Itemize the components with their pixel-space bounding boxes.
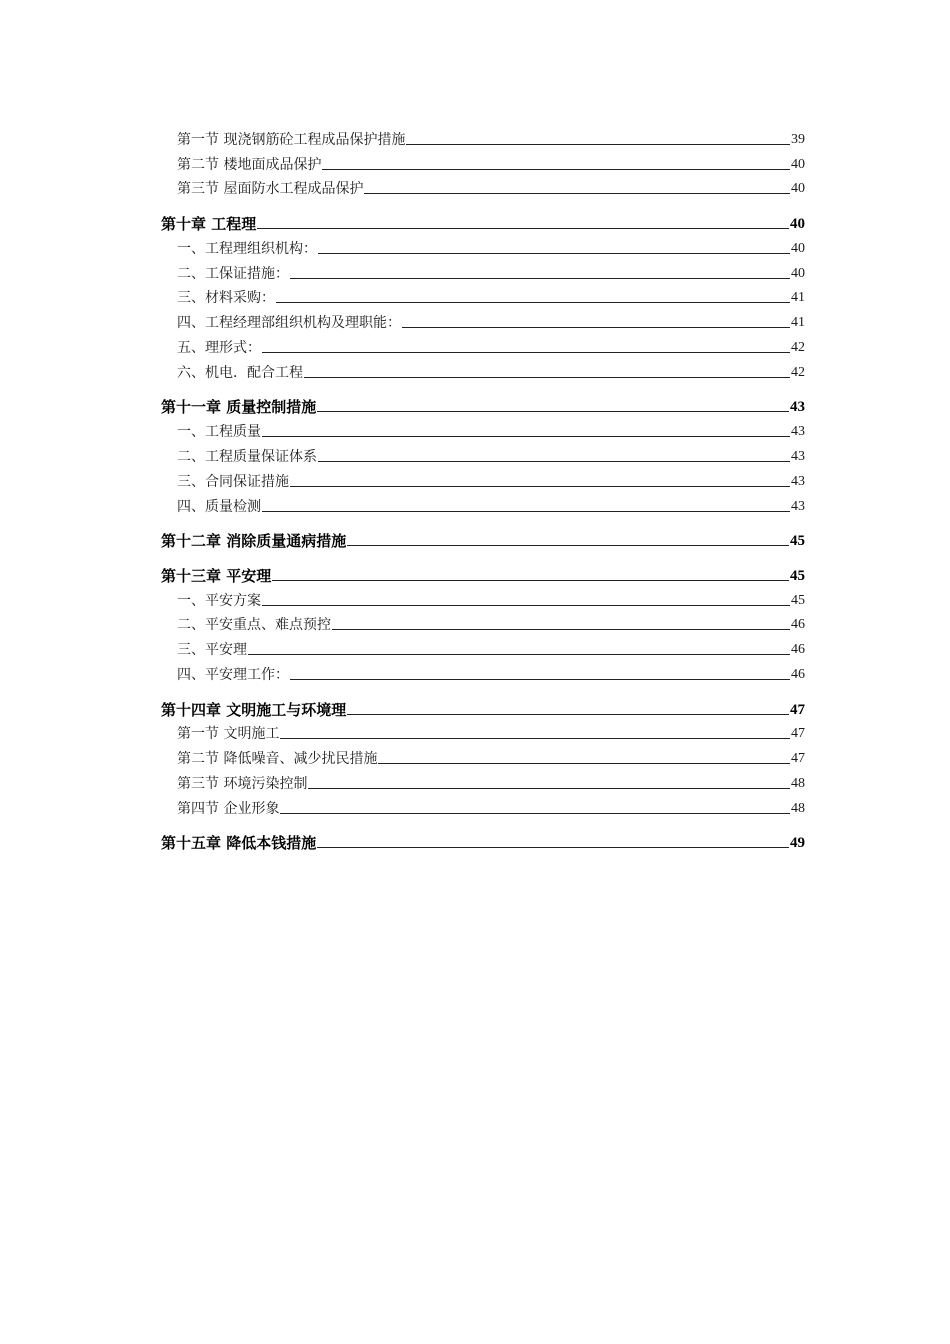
toc-page-number: 45 bbox=[790, 567, 805, 584]
toc-leader-line bbox=[280, 738, 790, 739]
toc-page-number: 43 bbox=[791, 498, 805, 514]
toc-page-number: 49 bbox=[790, 835, 805, 852]
toc-leader-line bbox=[290, 486, 790, 487]
toc-leader-line bbox=[276, 302, 790, 303]
toc-label: 第十三章 平安理 bbox=[161, 566, 272, 585]
toc-chapter-row[interactable] bbox=[161, 818, 805, 853]
toc-page-number: 40 bbox=[791, 265, 805, 281]
toc-label: 第十五章 降低本钱措施 bbox=[161, 834, 317, 853]
toc-leader-line bbox=[322, 169, 790, 170]
toc-page-number: 41 bbox=[791, 290, 805, 306]
toc-label: 一、工程理组织机构： bbox=[177, 240, 317, 257]
toc-label: 二、工程质量保证体系 bbox=[177, 448, 317, 465]
toc-label: 二、工保证措施： bbox=[177, 265, 289, 282]
toc-leader-line bbox=[280, 813, 790, 814]
toc-entry-row[interactable] bbox=[161, 585, 805, 610]
toc-page-number: 45 bbox=[791, 592, 805, 608]
toc-entry-row[interactable] bbox=[161, 768, 805, 793]
toc-page-number: 42 bbox=[791, 339, 805, 355]
toc-entry-row[interactable] bbox=[161, 124, 805, 149]
toc-page-number: 48 bbox=[791, 800, 805, 816]
toc-chapter-row[interactable] bbox=[161, 550, 805, 585]
toc-label: 第十二章 消除质量通病措施 bbox=[161, 532, 347, 551]
toc-page-number: 46 bbox=[791, 617, 805, 633]
toc-leader-line bbox=[317, 411, 789, 412]
toc-leader-line bbox=[317, 847, 789, 848]
toc-page-number: 43 bbox=[791, 424, 805, 440]
toc-label: 第十一章 质量控制措施 bbox=[161, 398, 317, 417]
toc-entry-row[interactable] bbox=[161, 174, 805, 199]
toc-chapter-row[interactable] bbox=[161, 516, 805, 551]
toc-label: 一、工程质量 bbox=[177, 424, 261, 441]
toc-label: 四、平安理工作： bbox=[177, 666, 289, 683]
toc-label: 第二节 楼地面成品保护 bbox=[177, 156, 322, 173]
toc-entry-row[interactable] bbox=[161, 441, 805, 466]
toc-label: 四、工程经理部组织机构及理职能： bbox=[177, 315, 401, 332]
toc-leader-line bbox=[318, 253, 790, 254]
toc-label: 第一节 文明施工 bbox=[177, 726, 280, 743]
toc-entry-row[interactable] bbox=[161, 466, 805, 491]
toc-leader-line bbox=[364, 193, 790, 194]
toc-leader-line bbox=[262, 511, 790, 512]
toc-entry-row[interactable] bbox=[161, 416, 805, 441]
toc-page-number: 40 bbox=[791, 181, 805, 197]
toc-page-number: 47 bbox=[790, 701, 805, 718]
toc-page-number: 48 bbox=[791, 775, 805, 791]
toc-entry-row[interactable] bbox=[161, 357, 805, 382]
toc-label: 第四节 企业形象 bbox=[177, 800, 280, 817]
toc-chapter-row[interactable] bbox=[161, 198, 805, 233]
toc-page-number: 46 bbox=[791, 666, 805, 682]
toc-label: 五、理形式： bbox=[177, 339, 261, 356]
table-of-contents bbox=[161, 124, 805, 852]
toc-label: 第三节 屋面防水工程成品保护 bbox=[177, 181, 364, 198]
toc-entry-row[interactable] bbox=[161, 793, 805, 818]
toc-page-number: 47 bbox=[791, 751, 805, 767]
toc-chapter-row[interactable] bbox=[161, 382, 805, 417]
toc-label: 第十四章 文明施工与环境理 bbox=[161, 700, 347, 719]
toc-leader-line bbox=[262, 605, 790, 606]
toc-entry-row[interactable] bbox=[161, 307, 805, 332]
toc-page-number: 42 bbox=[791, 364, 805, 380]
toc-entry-row[interactable] bbox=[161, 743, 805, 768]
toc-leader-line bbox=[347, 545, 789, 546]
toc-leader-line bbox=[378, 763, 790, 764]
toc-leader-line bbox=[248, 654, 790, 655]
toc-leader-line bbox=[402, 327, 790, 328]
toc-label: 第二节 降低噪音、减少扰民措施 bbox=[177, 751, 378, 768]
toc-leader-line bbox=[262, 436, 790, 437]
toc-page-number: 43 bbox=[791, 473, 805, 489]
toc-leader-line bbox=[406, 144, 790, 145]
toc-page-number: 43 bbox=[790, 399, 805, 416]
toc-entry-row[interactable] bbox=[161, 258, 805, 283]
toc-page-number: 46 bbox=[791, 642, 805, 658]
toc-page-number: 47 bbox=[791, 726, 805, 742]
toc-page-number: 40 bbox=[790, 215, 805, 232]
toc-entry-row[interactable] bbox=[161, 149, 805, 174]
toc-page-number: 45 bbox=[790, 533, 805, 550]
toc-leader-line bbox=[318, 461, 790, 462]
toc-leader-line bbox=[262, 352, 790, 353]
toc-label: 第一节 现浇钢筋砼工程成品保护措施 bbox=[177, 131, 406, 148]
toc-entry-row[interactable] bbox=[161, 233, 805, 258]
toc-chapter-row[interactable] bbox=[161, 684, 805, 719]
toc-label: 四、质量检测 bbox=[177, 498, 261, 515]
toc-leader-line bbox=[290, 679, 790, 680]
toc-page-number: 40 bbox=[791, 156, 805, 172]
toc-label: 三、合同保证措施 bbox=[177, 473, 289, 490]
toc-label: 二、平安重点、难点预控 bbox=[177, 617, 331, 634]
toc-entry-row[interactable] bbox=[161, 491, 805, 516]
toc-entry-row[interactable] bbox=[161, 283, 805, 308]
toc-label: 一、平安方案 bbox=[177, 592, 261, 609]
toc-leader-line bbox=[347, 714, 789, 715]
toc-entry-row[interactable] bbox=[161, 719, 805, 744]
toc-leader-line bbox=[308, 788, 790, 789]
toc-entry-row[interactable] bbox=[161, 659, 805, 684]
toc-page-number: 43 bbox=[791, 448, 805, 464]
toc-leader-line bbox=[290, 278, 790, 279]
toc-entry-row[interactable] bbox=[161, 634, 805, 659]
toc-label: 三、材料采购： bbox=[177, 290, 275, 307]
toc-page-number: 41 bbox=[791, 315, 805, 331]
toc-page-number: 40 bbox=[791, 240, 805, 256]
toc-leader-line bbox=[257, 228, 789, 229]
toc-page-number: 39 bbox=[791, 131, 805, 147]
toc-label: 第三节 环境污染控制 bbox=[177, 775, 308, 792]
toc-leader-line bbox=[304, 377, 790, 378]
toc-entry-row[interactable] bbox=[161, 332, 805, 357]
toc-leader-line bbox=[272, 580, 789, 581]
toc-entry-row[interactable] bbox=[161, 610, 805, 635]
toc-label: 第十章 工程理 bbox=[161, 214, 257, 233]
toc-leader-line bbox=[332, 629, 790, 630]
toc-label: 三、平安理 bbox=[177, 642, 247, 659]
toc-label: 六、机电．配合工程 bbox=[177, 364, 303, 381]
